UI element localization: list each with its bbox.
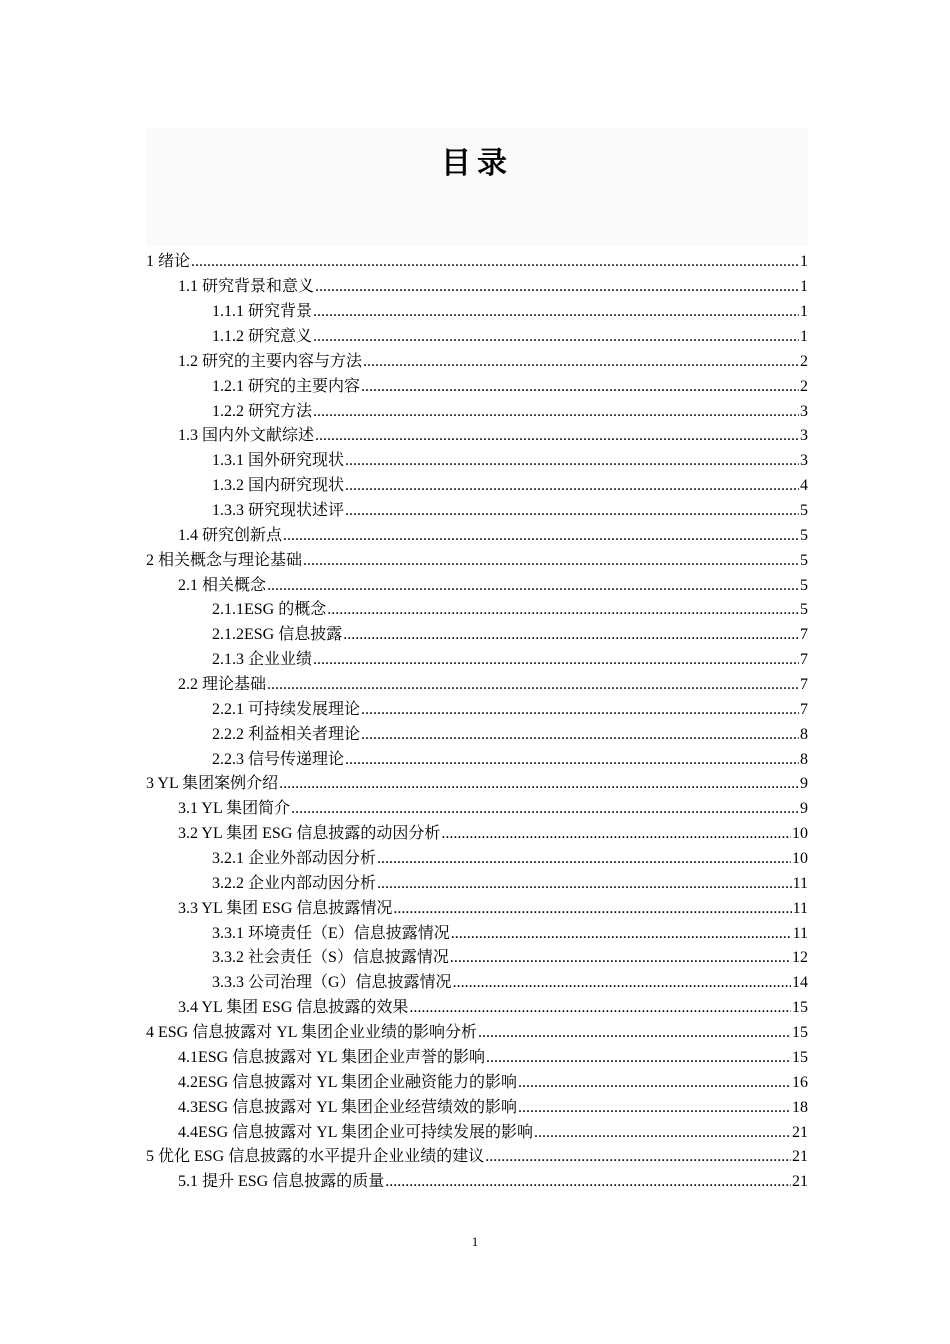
toc-entry[interactable]	[146, 1095, 808, 1120]
toc-entry-page: 11	[792, 874, 808, 892]
toc-entry[interactable]	[146, 871, 808, 896]
toc-entry[interactable]	[146, 474, 808, 499]
toc-entry-label: 3 YL 集团案例介绍	[146, 775, 279, 793]
toc-entry-page: 3	[800, 452, 808, 470]
toc-entry-label: 2.2.3 信号传递理论	[212, 750, 345, 768]
toc-entry[interactable]	[146, 722, 808, 747]
toc-dot-leader	[345, 503, 799, 519]
toc-entry-label: 5 优化 ESG 信息披露的水平提升企业业绩的建议	[146, 1148, 485, 1166]
toc-entry-label: 3.4 YL 集团 ESG 信息披露的效果	[178, 999, 409, 1017]
toc-entry-label: 1.4 研究创新点	[178, 526, 283, 544]
toc-entry-label: 4 ESG 信息披露对 YL 集团企业业绩的影响分析	[146, 1024, 477, 1042]
toc-entry[interactable]	[146, 673, 808, 698]
toc-dot-leader	[283, 528, 799, 544]
toc-entry-page: 11	[792, 899, 808, 917]
toc-entry-page: 10	[792, 850, 808, 868]
toc-dot-leader	[361, 727, 799, 743]
toc-entry[interactable]	[146, 325, 808, 350]
toc-entry-page: 1	[800, 303, 808, 321]
toc-entry[interactable]	[146, 946, 808, 971]
toc-entry[interactable]	[146, 598, 808, 623]
toc-dot-leader	[453, 975, 791, 991]
toc-dot-leader	[441, 826, 791, 842]
toc-entry-page: 5	[800, 526, 808, 544]
toc-entry-page: 11	[792, 924, 808, 942]
toc-dot-leader	[409, 1000, 791, 1016]
toc-entry[interactable]	[146, 847, 808, 872]
toc-entry[interactable]	[146, 1046, 808, 1071]
toc-entry-page: 10	[792, 825, 808, 843]
toc-entry[interactable]	[146, 772, 808, 797]
toc-entry-label: 3.3 YL 集团 ESG 信息披露情况	[178, 899, 393, 917]
toc-dot-leader	[345, 453, 799, 469]
toc-entry-page: 14	[792, 974, 808, 992]
toc-entry-page: 12	[792, 949, 808, 967]
toc-dot-leader	[518, 1100, 791, 1116]
toc-entry-label: 1.1.2 研究意义	[212, 328, 313, 345]
toc-entry-page: 1	[800, 328, 808, 345]
toc-entry-label: 2.2.2 利益相关者理论	[212, 725, 361, 743]
toc-entry-page: 5	[800, 502, 808, 520]
toc-dot-leader	[361, 702, 799, 718]
toc-entry[interactable]	[146, 697, 808, 722]
toc-dot-leader	[534, 1125, 791, 1141]
toc-dot-leader	[267, 677, 799, 693]
toc-dot-leader	[313, 304, 799, 320]
toc-entry[interactable]	[146, 747, 808, 772]
toc-dot-leader	[291, 801, 799, 817]
toc-entry-label: 2.1.1ESG 的概念	[212, 601, 327, 619]
toc-entry[interactable]	[146, 1120, 808, 1145]
toc-entry[interactable]	[146, 797, 808, 822]
toc-entry[interactable]	[146, 1021, 808, 1046]
toc-dot-leader	[313, 404, 799, 420]
toc-entry-page: 3	[800, 402, 808, 420]
toc-entry-label: 2.1 相关概念	[178, 576, 267, 594]
toc-entry-page: 9	[800, 800, 808, 818]
toc-entry-page: 16	[792, 1073, 808, 1091]
toc-entry-page: 15	[792, 1048, 808, 1066]
toc-entry[interactable]	[146, 349, 808, 374]
toc-entry-label: 4.4ESG 信息披露对 YL 集团企业可持续发展的影响	[178, 1123, 533, 1141]
toc-dot-leader	[385, 1174, 791, 1190]
toc-dot-leader	[327, 602, 799, 618]
toc-entry-page: 4	[800, 477, 808, 495]
page-title: 目录	[441, 146, 513, 181]
toc-entry-label: 1.3 国内外文献综述	[178, 427, 315, 445]
toc-entry-page: 1	[800, 253, 808, 271]
toc-entry-page: 7	[800, 651, 808, 669]
toc-entry-label: 4.2ESG 信息披露对 YL 集团企业融资能力的影响	[178, 1073, 517, 1091]
toc-entry-label: 1.3.2 国内研究现状	[212, 477, 345, 495]
toc-entry[interactable]	[146, 921, 808, 946]
toc-entry[interactable]	[146, 449, 808, 474]
toc-entry-label: 1.3.1 国外研究现状	[212, 452, 345, 470]
toc-dot-leader	[315, 279, 799, 295]
toc-entry-page: 18	[792, 1098, 808, 1116]
toc-entry-label: 3.2 YL 集团 ESG 信息披露的动因分析	[178, 825, 441, 843]
toc-entry[interactable]	[146, 623, 808, 648]
toc-entry-label: 3.3.2 社会责任（S）信息披露情况	[212, 949, 449, 967]
toc-entry-label: 1.1.1 研究背景	[212, 303, 313, 321]
toc-entry[interactable]	[146, 573, 808, 598]
toc-dot-leader	[303, 553, 799, 569]
toc-entry-page: 5	[800, 601, 808, 619]
toc-dot-leader	[279, 776, 799, 792]
toc-entry[interactable]	[146, 250, 808, 275]
toc-entry[interactable]	[146, 1170, 808, 1195]
toc-dot-leader	[345, 478, 799, 494]
toc-entry-label: 4.1ESG 信息披露对 YL 集团企业声誉的影响	[178, 1048, 485, 1066]
toc-entry-page: 21	[792, 1123, 808, 1141]
toc-entry-label: 2.1.3 企业业绩	[212, 651, 313, 669]
toc-entry[interactable]	[146, 1145, 808, 1170]
toc-entry-page: 2	[800, 352, 808, 370]
toc-entry[interactable]	[146, 300, 808, 325]
toc-entry[interactable]	[146, 822, 808, 847]
toc-entry[interactable]	[146, 424, 808, 449]
toc-dot-leader	[393, 901, 791, 917]
toc-entry-page: 21	[792, 1148, 808, 1166]
toc-entry-page: 15	[792, 999, 808, 1017]
toc-entry-page: 8	[800, 725, 808, 743]
toc-entry-label: 3.3.3 公司治理（G）信息披露情况	[212, 974, 452, 992]
toc-dot-leader	[343, 627, 799, 643]
toc-entry-label: 2.1.2ESG 信息披露	[212, 626, 343, 644]
toc-entry-label: 2.2 理论基础	[178, 676, 267, 694]
toc-dot-leader	[486, 1050, 791, 1066]
toc-dot-leader	[451, 926, 792, 942]
toc-entry[interactable]	[146, 499, 808, 524]
toc-entry-label: 3.2.2 企业内部动因分析	[212, 874, 377, 892]
toc-entry-page: 3	[800, 427, 808, 445]
toc-entry-label: 3.1 YL 集团简介	[178, 800, 291, 818]
toc-dot-leader	[313, 652, 799, 668]
toc-entry-label: 1.2.1 研究的主要内容	[212, 377, 361, 395]
toc-entry-label: 1.2.2 研究方法	[212, 402, 313, 420]
toc-entry[interactable]	[146, 548, 808, 573]
toc-dot-leader	[345, 752, 799, 768]
toc-entry[interactable]	[146, 648, 808, 673]
toc-dot-leader	[485, 1149, 791, 1165]
toc-entry-label: 1 绪论	[146, 253, 191, 271]
toc-entry-page: 2	[800, 377, 808, 395]
toc-entry-page: 5	[800, 576, 808, 594]
toc-entry[interactable]	[146, 275, 808, 300]
table-of-contents	[146, 250, 808, 1195]
toc-entry-page: 7	[800, 626, 808, 644]
toc-entry[interactable]	[146, 374, 808, 399]
toc-entry-label: 1.2 研究的主要内容与方法	[178, 352, 363, 370]
toc-dot-leader	[377, 851, 791, 867]
page-number: 1	[471, 1234, 479, 1249]
toc-entry-label: 1.1 研究背景和意义	[178, 278, 315, 296]
toc-dot-leader	[518, 1075, 791, 1091]
toc-dot-leader	[267, 578, 799, 594]
toc-dot-leader	[478, 1025, 791, 1041]
toc-dot-leader	[377, 876, 792, 892]
toc-entry-page: 8	[800, 750, 808, 768]
toc-dot-leader	[363, 354, 799, 370]
toc-entry-page: 1	[800, 278, 808, 296]
toc-dot-leader	[315, 428, 799, 444]
toc-entry-page: 7	[800, 700, 808, 718]
toc-dot-leader	[191, 254, 799, 270]
toc-entry[interactable]	[146, 971, 808, 996]
toc-entry-label: 4.3ESG 信息披露对 YL 集团企业经营绩效的影响	[178, 1098, 517, 1116]
toc-entry-label: 5.1 提升 ESG 信息披露的质量	[178, 1173, 385, 1191]
toc-entry-label: 2.2.1 可持续发展理论	[212, 700, 361, 718]
toc-dot-leader	[450, 950, 791, 966]
toc-entry-label: 2 相关概念与理论基础	[146, 551, 303, 569]
toc-entry-page: 5	[800, 551, 808, 569]
toc-dot-leader	[361, 379, 799, 395]
toc-entry-label: 1.3.3 研究现状述评	[212, 502, 345, 520]
toc-entry[interactable]	[146, 1070, 808, 1095]
toc-dot-leader	[313, 329, 799, 345]
toc-entry-page: 7	[800, 676, 808, 694]
toc-entry-label: 3.3.1 环境责任（E）信息披露情况	[212, 924, 450, 942]
toc-entry-label: 3.2.1 企业外部动因分析	[212, 850, 377, 868]
toc-entry-page: 21	[792, 1173, 808, 1191]
toc-entry[interactable]	[146, 996, 808, 1021]
toc-entry[interactable]	[146, 523, 808, 548]
toc-entry-page: 9	[800, 775, 808, 793]
toc-entry[interactable]	[146, 399, 808, 424]
toc-entry[interactable]	[146, 896, 808, 921]
toc-entry-page: 15	[792, 1024, 808, 1042]
